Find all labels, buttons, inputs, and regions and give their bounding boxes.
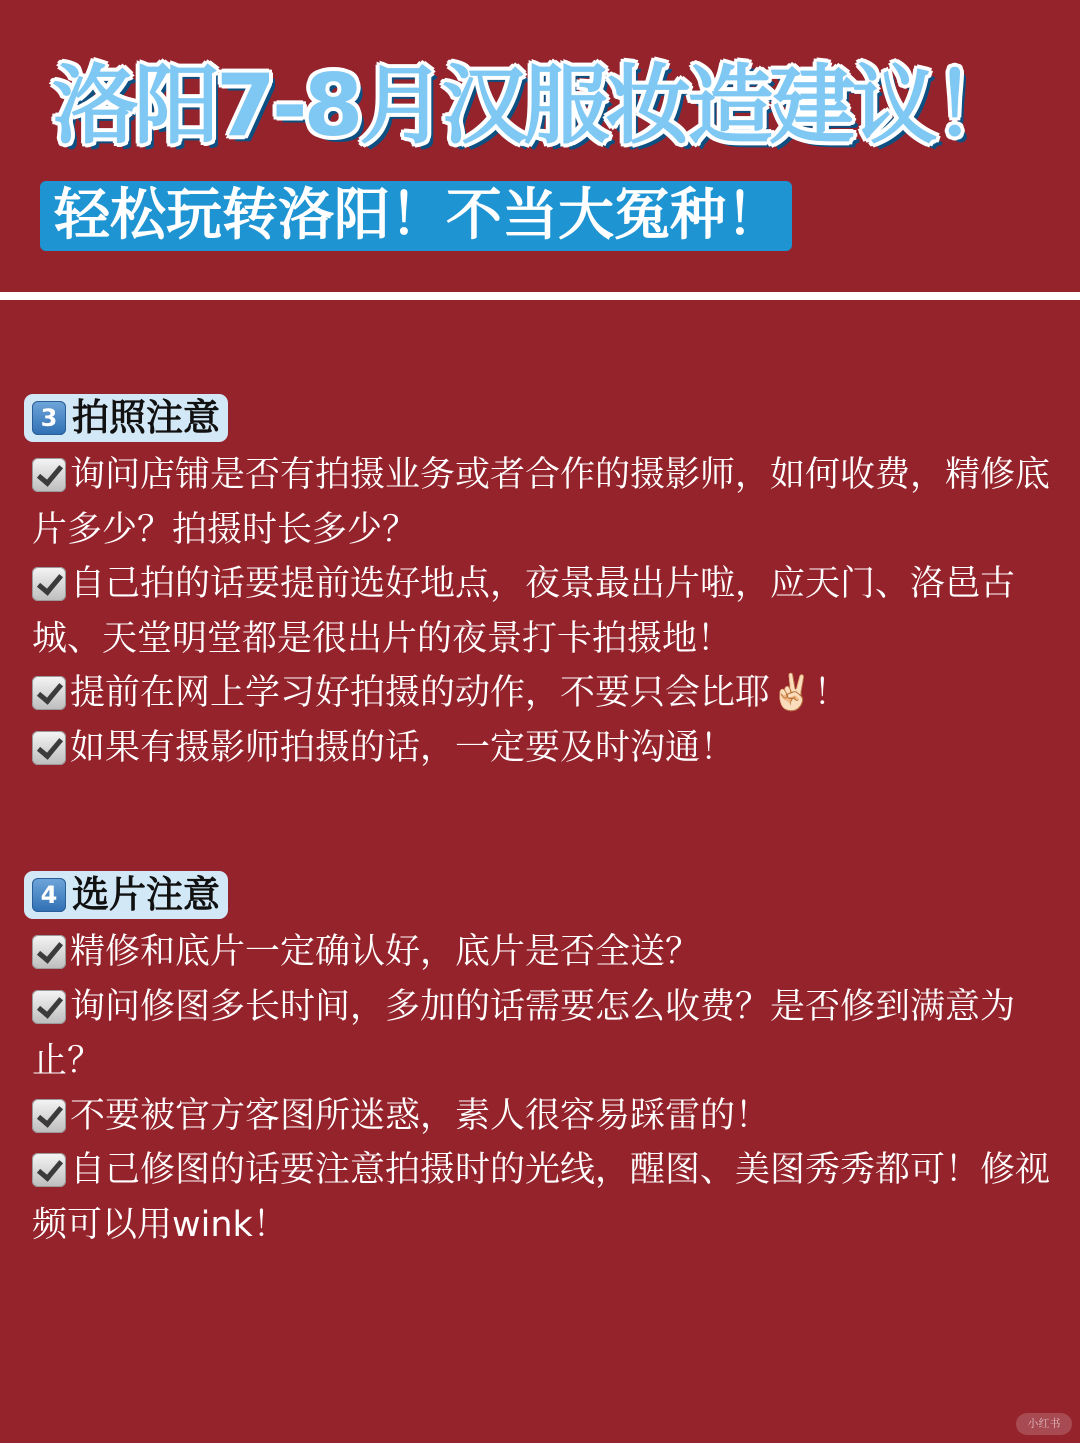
- header: [0, 0, 1080, 292]
- list-item: 自己修图的话要注意拍摄时的光线，醒图、美图秀秀都可！修视频可以用wink！: [32, 1150, 1051, 1245]
- list-item: 不要被官方客图所迷惑，素人很容易踩雷的！: [32, 1089, 1067, 1144]
- list-item: 询问店铺是否有拍摄业务或者合作的摄影师，如何收费，精修底片多少？拍摄时长多少？: [32, 455, 1051, 550]
- number-3-icon: 3: [32, 401, 66, 435]
- section-title: 选片注意: [72, 873, 220, 916]
- list-item: 提前在网上学习好拍摄的动作，不要只会比耶✌🏻！: [32, 666, 1067, 721]
- section-heading: [24, 871, 228, 919]
- checkbox-checked-icon: [32, 567, 66, 601]
- section-photo-selection: [0, 871, 1080, 1252]
- checkbox-checked-icon: [32, 458, 66, 492]
- section-title: 拍照注意: [72, 396, 220, 439]
- list-item: 询问修图多长时间，多加的话需要怎么收费？是否修到满意为止？: [32, 986, 1016, 1081]
- divider: [0, 292, 1080, 300]
- list-item: 精修和底片一定确认好，底片是否全送？: [32, 925, 1067, 980]
- checkbox-checked-icon: [32, 731, 66, 765]
- watermark-logo: 小红书: [1016, 1413, 1072, 1435]
- section-photo-tips: [0, 394, 1080, 775]
- checkbox-checked-icon: [32, 676, 66, 710]
- list-item: 自己拍的话要提前选好地点，夜景最出片啦，应天门、洛邑古城、天堂明堂都是很出片的夜景打卡拍摄地！: [32, 564, 1016, 659]
- section-heading: [24, 394, 228, 442]
- checkbox-checked-icon: [32, 1099, 66, 1133]
- subtitle-banner: 轻松玩转洛阳！不当大冤种！: [40, 181, 792, 251]
- tips-list: [0, 448, 1080, 775]
- checkbox-checked-icon: [32, 990, 66, 1024]
- checkbox-checked-icon: [32, 1153, 66, 1187]
- tips-list: [0, 925, 1080, 1252]
- list-item: 如果有摄影师拍摄的话，一定要及时沟通！: [32, 721, 1067, 776]
- page-title: 洛阳7-8月汉服妆造建议！: [52, 56, 1016, 156]
- checkbox-checked-icon: [32, 935, 66, 969]
- number-4-icon: 4: [32, 878, 66, 912]
